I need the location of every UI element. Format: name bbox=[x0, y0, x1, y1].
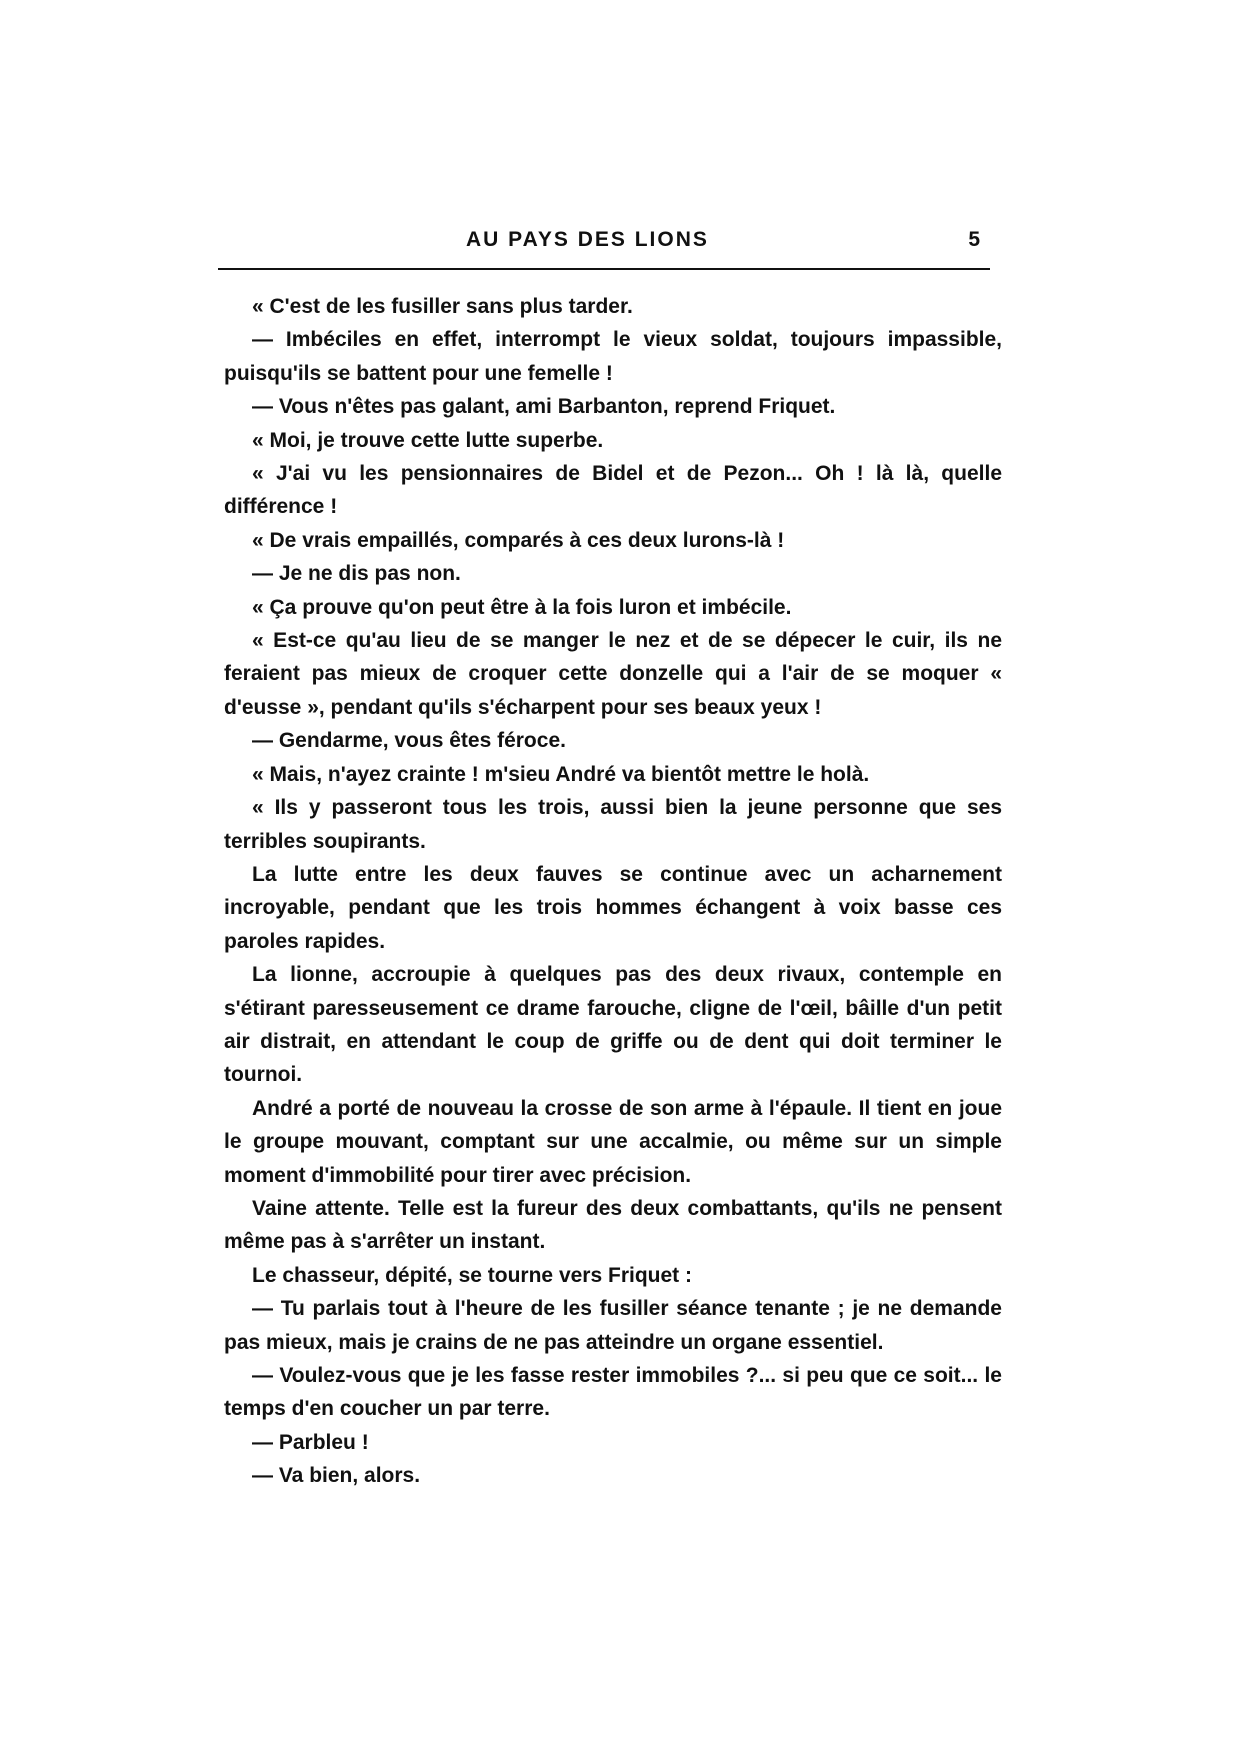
paragraph: André a porté de nouveau la crosse de son arme à l'épaule. Il tient en joue le groupe mouvant, comptant sur une accalmie, ou même sur un simple moment d'immobilité pour tirer avec précision. bbox=[224, 1096, 1002, 1187]
header-rule bbox=[218, 268, 990, 270]
paragraph: « Est-ce qu'au lieu de se manger le nez et de se dépecer le cuir, ils ne feraient pas mieux de croquer cette donzelle qui a l'air de se moquer « d'eusse », pendant qu'ils s'écharpent pour ses beaux yeux ! bbox=[224, 629, 1002, 719]
paragraph: « Moi, je trouve cette lutte superbe. bbox=[252, 428, 604, 452]
running-header bbox=[218, 228, 988, 258]
paragraph: — Tu parlais tout à l'heure de les fusiller séance tenante ; je ne demande pas mieux, mais je crains de ne pas atteindre un organe essentiel. bbox=[224, 1297, 1002, 1354]
paragraph: « C'est de les fusiller sans plus tarder. bbox=[252, 295, 633, 318]
paragraph: — Va bien, alors. bbox=[252, 1464, 421, 1488]
paragraph: — Vous n'êtes pas galant, ami Barbanton, reprend Friquet. bbox=[252, 395, 836, 419]
paragraph: Vaine attente. Telle est la fureur des deux combattants, qu'ils ne pensent même pas à s'arrêter un instant. bbox=[224, 1196, 1002, 1254]
paragraph: — Imbéciles en effet, interrompt le vieux soldat, toujours impassible, puisqu'ils se battent pour une femelle ! bbox=[224, 328, 1002, 385]
paragraph: — Gendarme, vous êtes féroce. bbox=[252, 729, 566, 753]
paragraph: Le chasseur, dépité, se tourne vers Friquet : bbox=[252, 1263, 692, 1287]
paragraph: « Ça prouve qu'on peut être à la fois luron et imbécile. bbox=[252, 595, 792, 619]
paragraph: La lionne, accroupie à quelques pas des deux rivaux, contemple en s'étirant paresseusement ce drame farouche, cligne de l'œil, bâille d'un petit air distrait, en attendant le coup de griffe ou de dent qui doit terminer le tournoi. bbox=[224, 963, 1002, 1087]
paragraph: — Je ne dis pas non. bbox=[252, 562, 461, 586]
paragraph: « De vrais empaillés, comparés à ces deux lurons-là ! bbox=[252, 528, 785, 552]
paragraph: — Parbleu ! bbox=[252, 1430, 369, 1454]
body-text bbox=[224, 290, 1002, 1493]
paragraph: « Mais, n'ayez crainte ! m'sieu André va bientôt mettre le holà. bbox=[252, 762, 870, 786]
page-number: 5 bbox=[968, 228, 980, 251]
paragraph: « Ils y passeront tous les trois, aussi bien la jeune personne que ses terribles soupirants. bbox=[224, 796, 1002, 853]
paragraph: La lutte entre les deux fauves se continue avec un acharnement incroyable, pendant que les trois hommes échangent à voix basse ces paroles rapides. bbox=[224, 862, 1002, 953]
paragraph: « J'ai vu les pensionnaires de Bidel et de Pezon... Oh ! là là, quelle différence ! bbox=[224, 462, 1002, 519]
paragraph: — Voulez-vous que je les fasse rester immobiles ?... si peu que ce soit... le temps d'en coucher un par terre. bbox=[224, 1364, 1002, 1421]
running-title: AU PAYS DES LIONS bbox=[466, 228, 709, 251]
